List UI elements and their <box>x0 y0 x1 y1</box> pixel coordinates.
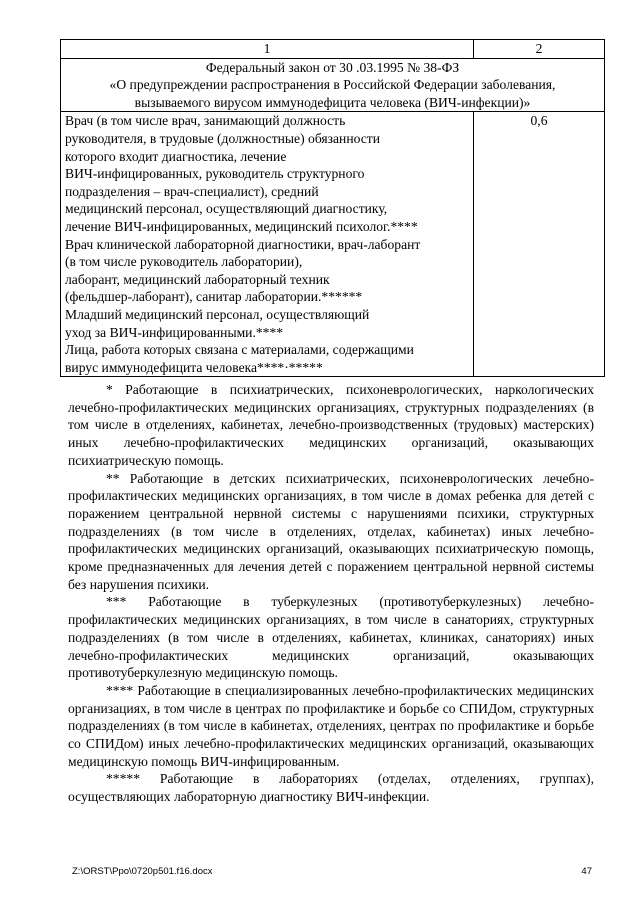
footnote-4: **** Работающие в специализированных лечебно-профилактических медицинских организациях, в том числе в центрах по профилактике и борьбе со СПИДом, структурных подразделениях (в том числе в кабинетах, отделениях, центрах по профилактике и борьбе со СПИДом) иных лечебно-профилактических медицинских организаций, оказывающих медицинскую помощь ВИЧ-инфицированным. <box>68 682 594 769</box>
law-title <box>61 58 605 112</box>
footnote-1: * Работающие в психиатрических, психоневрологических, наркологических лечебно-профилактических медицинских организациях, структурных подразделениях (в том числе в отделениях, кабинетах, лечебно-производственных (трудовых) мастерских) иных лечебно-профилактических медицинских организаций, оказывающих психиатрическую помощь. <box>68 382 594 468</box>
table-header-row <box>61 40 605 59</box>
positions-row <box>61 112 605 377</box>
coefficient-value: 0,6 <box>474 112 605 377</box>
law-title-line: вызываемого вирусом иммунодефицита человека (ВИЧ-инфекции)» <box>134 94 531 110</box>
position-line: Лица, работа которых связана с материалами, содержащими <box>65 342 414 358</box>
footnote-3: *** Работающие в туберкулезных (противотуберкулезных) лечебно-профилактических медицинских организациях, в том числе в санаториях, структурных подразделениях (в том числе в отделениях, кабинетах, клиниках, санаториях) иных лечебно-профилактических медицинских организаций, оказывающих противотуберкулезную медицинскую помощь. <box>68 594 594 681</box>
footer-file-path: Z:\ORST\Ppo\0720p501.f16.docx <box>72 866 213 877</box>
positions-cell <box>61 112 474 377</box>
law-title-line: Федеральный закон от 30 .03.1995 № 38-ФЗ <box>205 59 460 75</box>
law-title-row <box>61 58 605 112</box>
position-line: лаборант, медицинский лабораторный техник <box>65 271 330 287</box>
header-col-1: 1 <box>61 40 474 59</box>
position-line: ВИЧ-инфицированных, руководитель структурного <box>65 166 365 182</box>
position-line: (в том числе руководитель лаборатории), <box>65 254 303 270</box>
position-line: Врач (в том числе врач, занимающий должность <box>65 113 346 129</box>
position-line: лечение ВИЧ-инфицированных, медицинский психолог.**** <box>65 218 418 234</box>
position-line: вирус иммунодефицита человека****·***** <box>65 359 323 375</box>
position-line: подразделения – врач-специалист), средний <box>65 183 319 199</box>
footnote-2: ** Работающие в детских психиатрических, психоневрологических лечебно-профилактических медицинских организациях, в том числе в домах ребенка для детей с поражением центральной нервной системы с нарушениями психики, структурных подразделениях (в том числе в отделениях, отделах, кабинетах) иных лечебно-профилактических медицинских организаций, оказывающих психиатрическую помощь, кроме предназначенных для лечения детей с поражением центральной нервной системы без нарушения психики. <box>68 470 594 592</box>
position-line: (фельдшер-лаборант), санитар лаборатории.****** <box>65 289 363 305</box>
law-title-line: «О предупреждении распространения в Российской Федерации заболевания, <box>109 77 556 93</box>
position-line: Младший медицинский персонал, осуществляющий <box>65 306 370 322</box>
coefficients-table <box>60 39 605 377</box>
header-col-2: 2 <box>474 40 605 59</box>
footer-page-number: 47 <box>581 866 592 877</box>
footnotes <box>68 381 594 806</box>
position-line: которого входит диагностика, лечение <box>65 148 287 164</box>
footnote-5: ***** Работающие в лабораториях (отделах, отделениях, группах), осуществляющих лабораторную диагностику ВИЧ-инфекции. <box>68 771 594 805</box>
position-line: руководителя, в трудовые (должностные) обязанности <box>65 130 380 146</box>
position-line: Врач клинической лабораторной диагностики, врач-лаборант <box>65 236 421 252</box>
position-line: медицинский персонал, осуществляющий диагностику, <box>65 201 388 217</box>
position-line: уход за ВИЧ-инфицированными.**** <box>65 324 284 340</box>
